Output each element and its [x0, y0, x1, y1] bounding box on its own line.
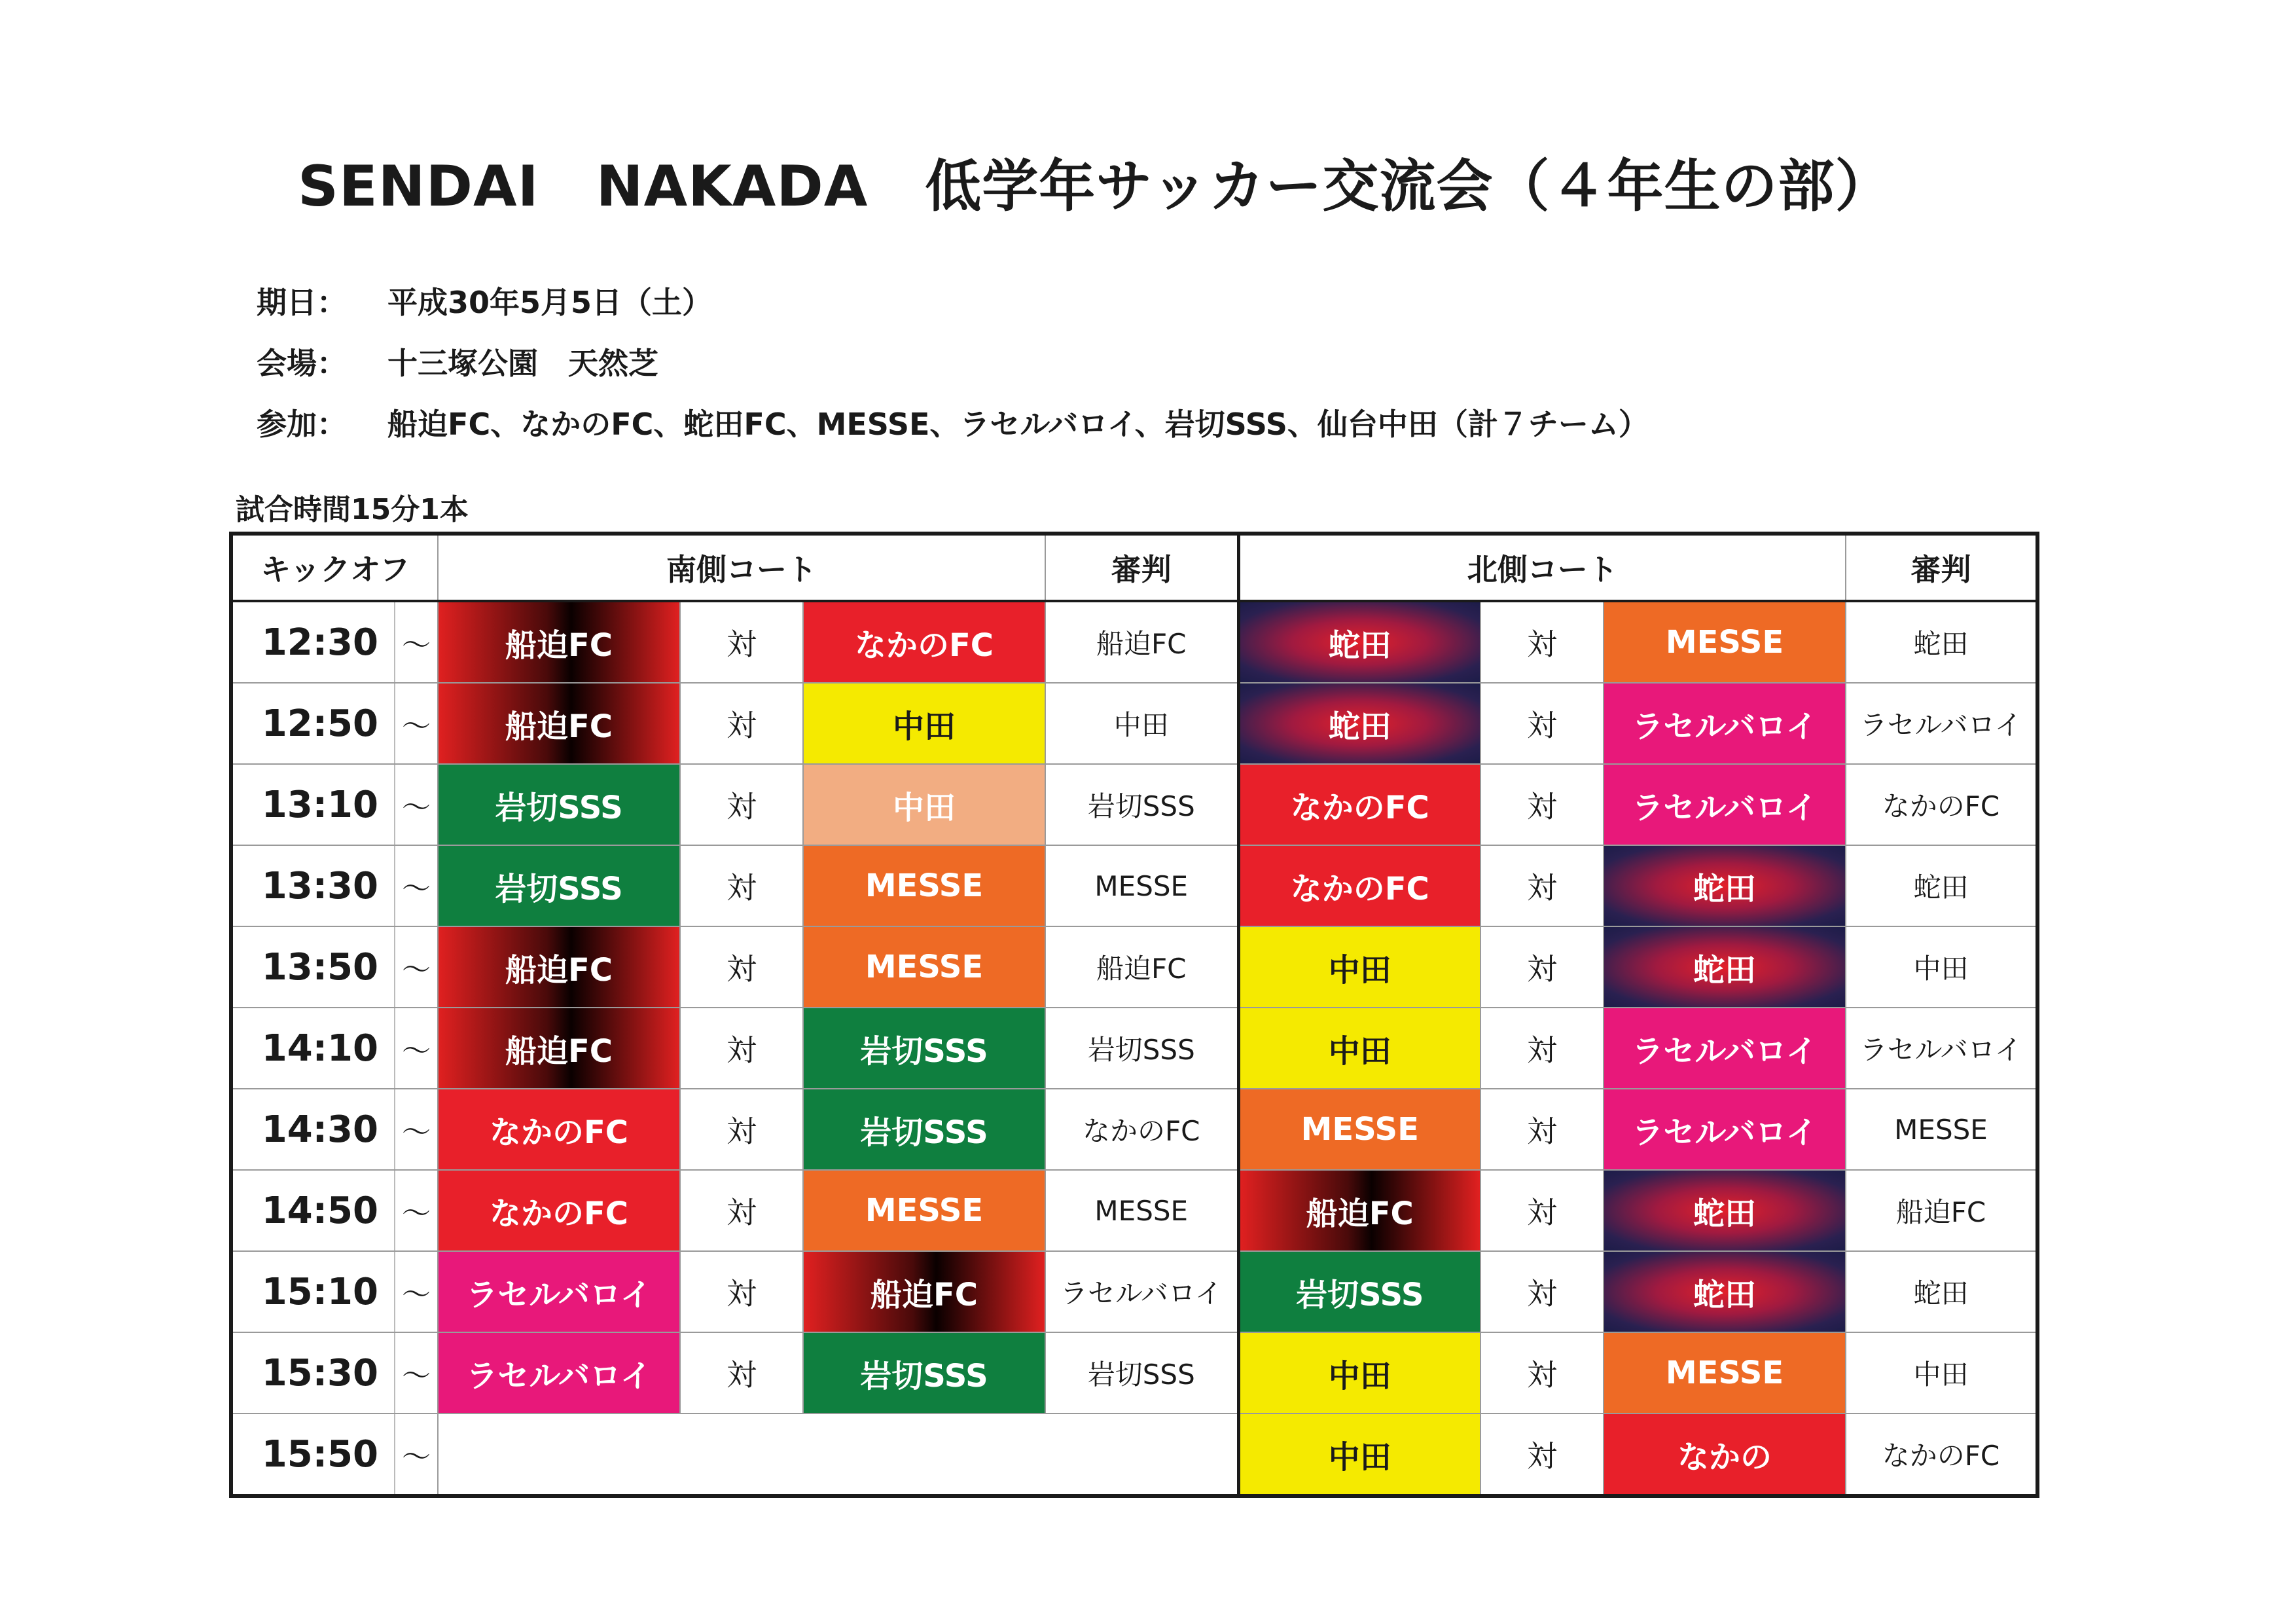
header-kickoff: キックオフ: [231, 534, 438, 601]
team-cell: 中田: [1238, 1332, 1480, 1413]
team-cell: 船迫FC: [438, 1008, 680, 1089]
header-row: [231, 534, 2037, 601]
tilde-mark: ～: [395, 1089, 438, 1170]
team-cell: 岩切SSS: [1238, 1251, 1480, 1332]
tilde-mark: ～: [395, 1170, 438, 1251]
kickoff-time: 14:30: [231, 1089, 395, 1170]
vs-label: 対: [1480, 1332, 1604, 1413]
kickoff-time: 13:10: [231, 764, 395, 845]
tilde-mark: ～: [395, 1413, 438, 1496]
team-cell: 岩切SSS: [803, 1332, 1045, 1413]
tilde-mark: ～: [395, 683, 438, 764]
header-north-court: 北側コート: [1238, 534, 1846, 601]
team-cell: 中田: [803, 683, 1045, 764]
vs-label: 対: [680, 1170, 803, 1251]
south-referee: MESSE: [1045, 845, 1238, 926]
table-row: [231, 845, 2037, 926]
team-cell: なかの: [1604, 1413, 1846, 1496]
team-cell: 中田: [1238, 926, 1480, 1008]
south-referee: なかのFC: [1045, 1089, 1238, 1170]
kickoff-time: 13:30: [231, 845, 395, 926]
vs-label: 対: [1480, 845, 1604, 926]
vs-label: 対: [680, 1089, 803, 1170]
north-referee: MESSE: [1846, 1089, 2037, 1170]
info-venue-value: 十三塚公園 天然芝: [387, 346, 659, 381]
header-south-ref: 審判: [1045, 534, 1238, 601]
team-cell: 蛇田: [1604, 926, 1846, 1008]
header-south-court: 南側コート: [438, 534, 1045, 601]
team-cell: なかのFC: [438, 1089, 680, 1170]
table-row: [231, 1008, 2037, 1089]
team-cell: MESSE: [1604, 601, 1846, 683]
team-cell: 岩切SSS: [438, 764, 680, 845]
vs-label: 対: [680, 601, 803, 683]
info-date-value: 平成30年5月5日（土）: [387, 285, 713, 320]
info-participants: [236, 365, 1649, 444]
vs-label: 対: [1480, 926, 1604, 1008]
team-cell: 船迫FC: [438, 601, 680, 683]
south-referee: 船迫FC: [1045, 601, 1238, 683]
tilde-mark: ～: [395, 601, 438, 683]
vs-label: 対: [680, 683, 803, 764]
team-cell: 蛇田: [1604, 845, 1846, 926]
vs-label: 対: [1480, 1251, 1604, 1332]
kickoff-time: 13:50: [231, 926, 395, 1008]
kickoff-time: 14:10: [231, 1008, 395, 1089]
north-referee: ラセルバロイ: [1846, 683, 2037, 764]
team-cell: MESSE: [803, 1170, 1045, 1251]
team-cell: なかのFC: [438, 1170, 680, 1251]
table-row: [231, 601, 2037, 683]
team-cell: MESSE: [1604, 1332, 1846, 1413]
north-referee: ラセルバロイ: [1846, 1008, 2037, 1089]
team-cell: ラセルバロイ: [438, 1251, 680, 1332]
team-cell: MESSE: [803, 926, 1045, 1008]
info-venue-label: 会場：: [257, 346, 348, 381]
kickoff-time: 12:50: [231, 683, 395, 764]
tilde-mark: ～: [395, 1008, 438, 1089]
team-cell: 中田: [803, 764, 1045, 845]
team-cell: 船迫FC: [1238, 1170, 1480, 1251]
vs-label: 対: [1480, 601, 1604, 683]
south-referee: 中田: [1045, 683, 1238, 764]
kickoff-time: 12:30: [231, 601, 395, 683]
table-row: [231, 1170, 2037, 1251]
team-cell: ラセルバロイ: [438, 1332, 680, 1413]
vs-label: 対: [680, 764, 803, 845]
north-referee: 船迫FC: [1846, 1170, 2037, 1251]
match-duration-note: 試合時間15分1本: [236, 493, 469, 526]
north-referee: 蛇田: [1846, 845, 2037, 926]
table-row: [231, 1089, 2037, 1170]
team-cell: 船迫FC: [438, 683, 680, 764]
info-participants-label: 参加：: [257, 407, 348, 442]
team-cell: 蛇田: [1238, 683, 1480, 764]
team-cell: 岩切SSS: [803, 1008, 1045, 1089]
vs-label: 対: [680, 926, 803, 1008]
schedule-body: [231, 601, 2037, 1496]
team-cell: 蛇田: [1604, 1251, 1846, 1332]
vs-label: 対: [680, 1332, 803, 1413]
team-cell: 中田: [1238, 1413, 1480, 1496]
team-cell: MESSE: [1238, 1089, 1480, 1170]
vs-label: 対: [1480, 1413, 1604, 1496]
empty-cell: [438, 1413, 1238, 1496]
south-referee: ラセルバロイ: [1045, 1251, 1238, 1332]
header-north-ref: 審判: [1846, 534, 2037, 601]
schedule-table: [229, 532, 2039, 1498]
team-cell: なかのFC: [1238, 845, 1480, 926]
vs-label: 対: [1480, 1170, 1604, 1251]
north-referee: 蛇田: [1846, 601, 2037, 683]
vs-label: 対: [1480, 764, 1604, 845]
vs-label: 対: [680, 1251, 803, 1332]
kickoff-time: 14:50: [231, 1170, 395, 1251]
vs-label: 対: [680, 845, 803, 926]
tilde-mark: ～: [395, 1332, 438, 1413]
page-title: SENDAI NAKADA 低学年サッカー交流会（４年生の部）: [298, 154, 1892, 219]
vs-label: 対: [1480, 1008, 1604, 1089]
kickoff-time: 15:10: [231, 1251, 395, 1332]
team-cell: ラセルバロイ: [1604, 1008, 1846, 1089]
tilde-mark: ～: [395, 764, 438, 845]
south-referee: 船迫FC: [1045, 926, 1238, 1008]
team-cell: ラセルバロイ: [1604, 1089, 1846, 1170]
north-referee: なかのFC: [1846, 1413, 2037, 1496]
info-participants-value: 船迫FC、なかのFC、蛇田FC、MESSE、ラセルバロイ、岩切SSS、仙台中田（計７チーム）: [387, 407, 1649, 442]
south-referee: MESSE: [1045, 1170, 1238, 1251]
team-cell: 中田: [1238, 1008, 1480, 1089]
table-row: [231, 683, 2037, 764]
kickoff-time: 15:30: [231, 1332, 395, 1413]
vs-label: 対: [1480, 683, 1604, 764]
south-referee: 岩切SSS: [1045, 1008, 1238, 1089]
table-row: [231, 1413, 2037, 1496]
table-row: [231, 1332, 2037, 1413]
table-row: [231, 764, 2037, 845]
vs-label: 対: [1480, 1089, 1604, 1170]
north-referee: 中田: [1846, 1332, 2037, 1413]
team-cell: MESSE: [803, 845, 1045, 926]
team-cell: ラセルバロイ: [1604, 683, 1846, 764]
vs-label: 対: [680, 1008, 803, 1089]
south-referee: 岩切SSS: [1045, 1332, 1238, 1413]
team-cell: 岩切SSS: [803, 1089, 1045, 1170]
kickoff-time: 15:50: [231, 1413, 395, 1496]
north-referee: 中田: [1846, 926, 2037, 1008]
tilde-mark: ～: [395, 926, 438, 1008]
team-cell: ラセルバロイ: [1604, 764, 1846, 845]
tilde-mark: ～: [395, 845, 438, 926]
team-cell: 蛇田: [1604, 1170, 1846, 1251]
team-cell: 岩切SSS: [438, 845, 680, 926]
north-referee: なかのFC: [1846, 764, 2037, 845]
info-date-label: 期日：: [257, 285, 348, 320]
team-cell: 船迫FC: [438, 926, 680, 1008]
table-row: [231, 926, 2037, 1008]
north-referee: 蛇田: [1846, 1251, 2037, 1332]
team-cell: なかのFC: [803, 601, 1045, 683]
tilde-mark: ～: [395, 1251, 438, 1332]
team-cell: なかのFC: [1238, 764, 1480, 845]
team-cell: 船迫FC: [803, 1251, 1045, 1332]
table-row: [231, 1251, 2037, 1332]
team-cell: 蛇田: [1238, 601, 1480, 683]
south-referee: 岩切SSS: [1045, 764, 1238, 845]
